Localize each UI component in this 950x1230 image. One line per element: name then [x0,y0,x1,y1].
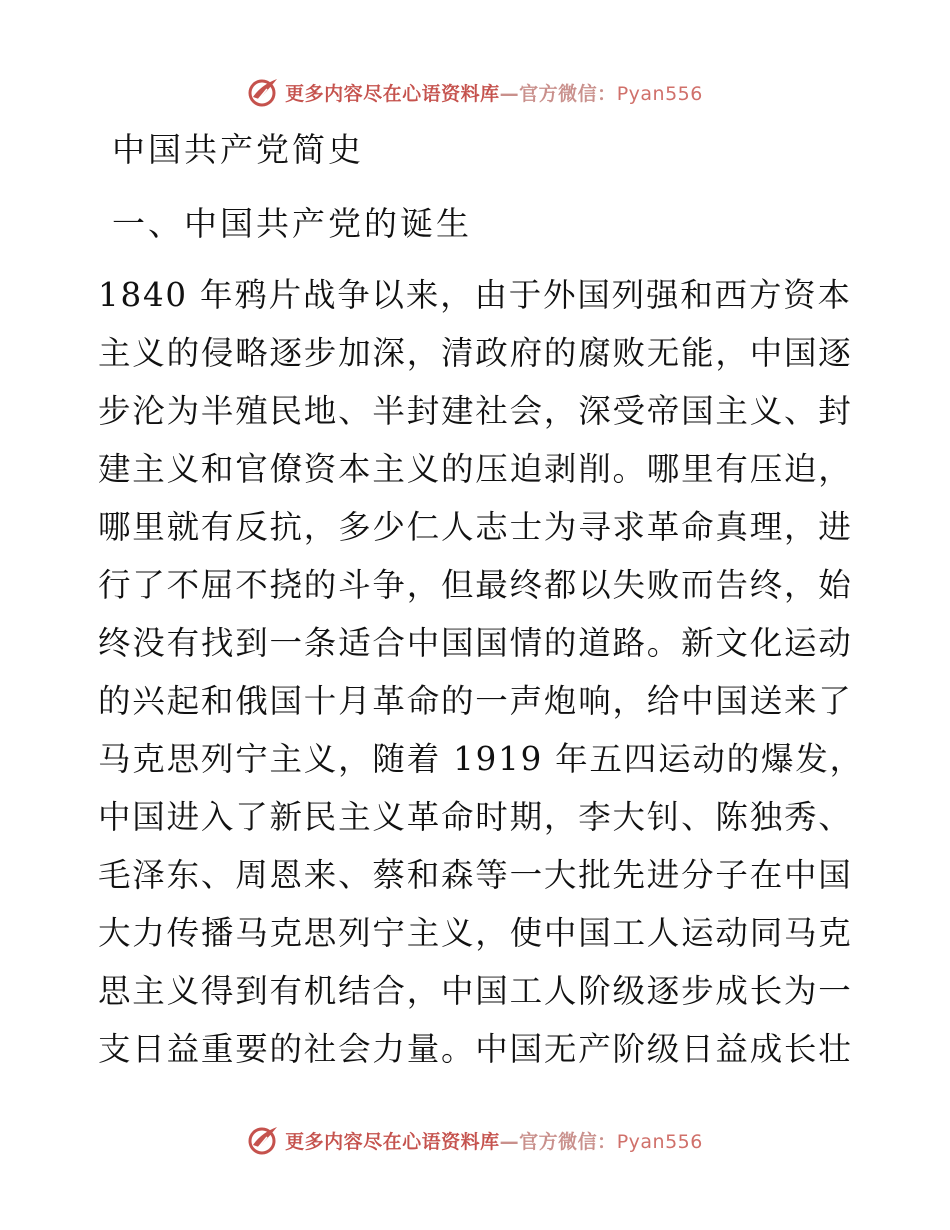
watermark-text [285,1127,703,1154]
watermark-label: 官方微信： [519,1130,617,1153]
document-title: 中国共产党简史 [112,130,364,169]
watermark-dash: — [499,1130,520,1153]
paragraph-line: 马克思列宁主义，随着 1919 年五四运动的爆发， [98,740,864,778]
watermark-label: 官方微信： [519,82,617,105]
paragraph-line: 行了不屈不挠的斗争，但最终都以失败而告终，始 [98,566,853,604]
watermark-brand: 更多内容尽在心语资料库 [285,1130,500,1153]
paragraph-line: 步沦为半殖民地、半封建社会，深受帝国主义、封 [98,392,853,430]
body-paragraph [98,272,864,1084]
paragraph-line: 毛泽东、周恩来、蔡和森等一大批先进分子在中国 [98,856,853,894]
paragraph-line: 中国进入了新民主义革命时期，李大钊、陈独秀、 [98,798,853,836]
paragraph-line: 哪里就有反抗，多少仁人志士为寻求革命真理，进 [98,508,853,546]
quill-logo-icon [247,1123,281,1157]
paragraph-line: 建主义和官僚资本主义的压迫剥削。哪里有压迫， [98,450,853,488]
watermark-header [0,72,950,112]
paragraph-line: 大力传播马克思列宁主义，使中国工人运动同马克 [98,914,853,952]
watermark-brand: 更多内容尽在心语资料库 [285,82,500,105]
watermark-text [285,79,703,106]
paragraph-line: 的兴起和俄国十月革命的一声炮响，给中国送来了 [98,682,853,720]
paragraph-line: 思主义得到有机结合，中国工人阶级逐步成长为一 [98,972,853,1010]
watermark-account: Pyan556 [616,1130,703,1153]
watermark-account: Pyan556 [616,82,703,105]
watermark-footer [0,1120,950,1160]
quill-logo-icon [247,75,281,109]
paragraph-line: 支日益重要的社会力量。中国无产阶级日益成长壮 [98,1030,853,1068]
watermark-dash: — [499,82,520,105]
section-heading: 一、中国共产党的诞生 [112,204,472,243]
paragraph-line: 主义的侵略逐步加深，清政府的腐败无能，中国逐 [98,334,853,372]
paragraph-line: 1840 年鸦片战争以来，由于外国列强和西方资本 [98,276,852,314]
paragraph-line: 终没有找到一条适合中国国情的道路。新文化运动 [98,624,853,662]
